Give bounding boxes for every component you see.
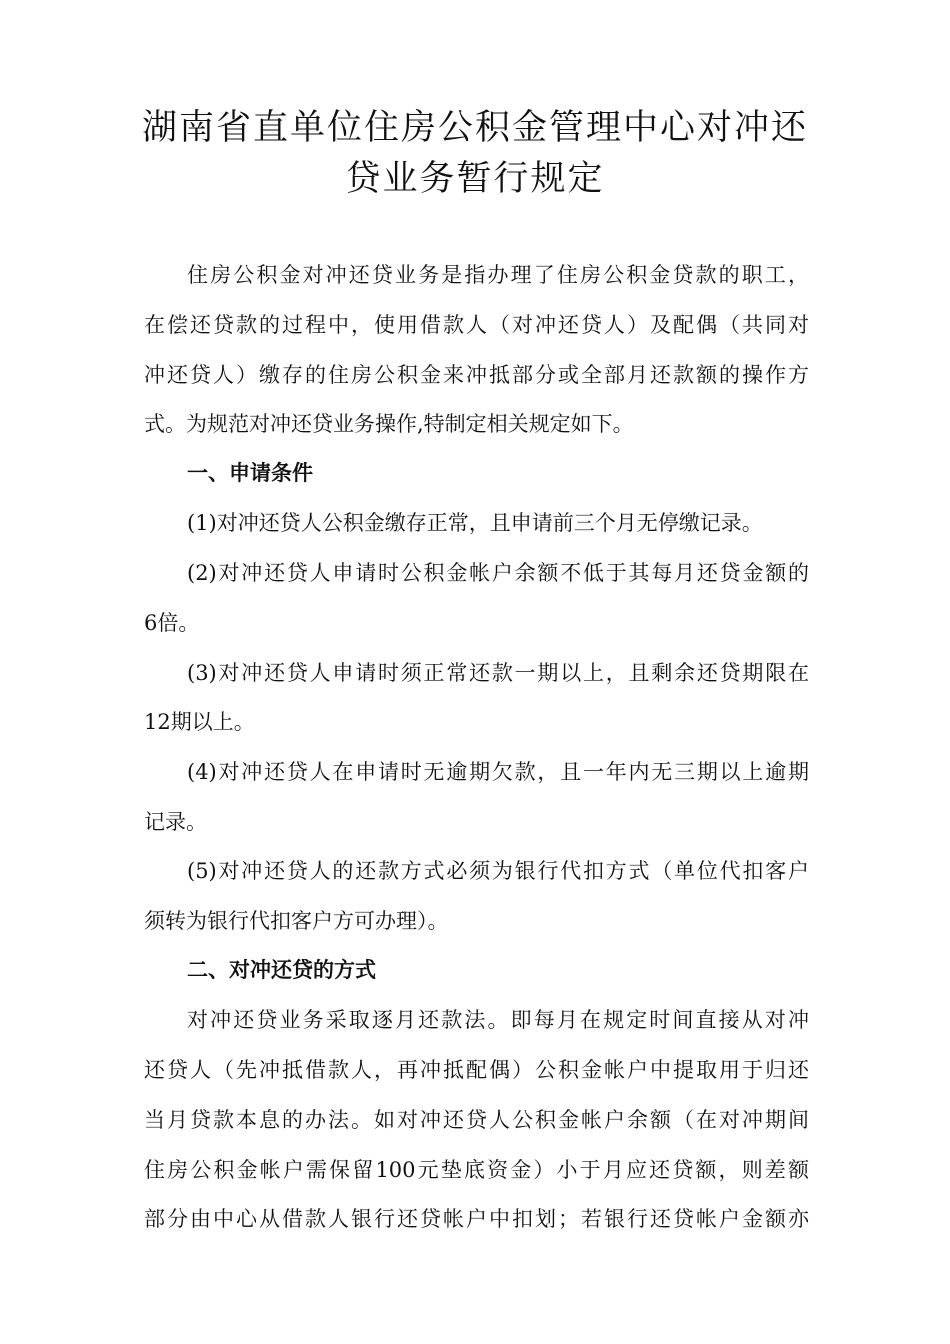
condition-3-line-1: (3)对冲还贷人申请时须正常还款一期以上，且剩余还贷期限在 xyxy=(187,661,809,685)
section-2-heading: 二、对冲还贷的方式 xyxy=(187,958,376,982)
condition-1: (1)对冲还贷人公积金缴存正常，且申请前三个月无停缴记录。 xyxy=(187,511,763,535)
condition-4-line-1: (4)对冲还贷人在申请时无逾期欠款，且一年内无三期以上逾期 xyxy=(187,760,809,784)
section-1-heading: 一、申请条件 xyxy=(187,461,313,485)
intro-line-3: 冲还贷人）缴存的住房公积金来冲抵部分或全部月还款额的操作方 xyxy=(144,363,809,387)
method-line-2: 还贷人（先冲抵借款人，再冲抵配偶）公积金帐户中提取用于归还 xyxy=(144,1058,809,1082)
condition-4-line-2: 记录。 xyxy=(144,810,207,834)
condition-3-line-2: 12期以上。 xyxy=(144,710,255,734)
method-line-4: 住房公积金帐户需保留100元垫底资金）小于月应还贷额，则差额 xyxy=(144,1158,809,1182)
method-line-1: 对冲还贷业务采取逐月还款法。即每月在规定时间直接从对冲 xyxy=(187,1008,809,1032)
method-line-3: 当月贷款本息的办法。如对冲还贷人公积金帐户余额（在对冲期间 xyxy=(144,1108,809,1132)
method-line-5: 部分由中心从借款人银行还贷帐户中扣划；若银行还贷帐户金额亦 xyxy=(144,1207,809,1231)
condition-5-line-1: (5)对冲还贷人的还款方式必须为银行代扣方式（单位代扣客户 xyxy=(187,859,809,883)
intro-line-1: 住房公积金对冲还贷业务是指办理了住房公积金贷款的职工， xyxy=(187,263,809,287)
condition-2-line-1: (2)对冲还贷人申请时公积金帐户余额不低于其每月还贷金额的 xyxy=(187,561,809,585)
document-title-line-1: 湖南省直单位住房公积金管理中心对冲还 xyxy=(141,108,808,148)
condition-2-line-2: 6倍。 xyxy=(144,611,200,635)
document-title-line-2: 贷业务暂行规定 xyxy=(345,159,605,199)
intro-line-4: 式。为规范对冲还贷业务操作,特制定相关规定如下。 xyxy=(144,412,634,436)
intro-line-2: 在偿还贷款的过程中，使用借款人（对冲还贷人）及配偶（共同对 xyxy=(144,313,809,337)
condition-5-line-2: 须转为银行代扣客户方可办理）。 xyxy=(144,909,449,933)
